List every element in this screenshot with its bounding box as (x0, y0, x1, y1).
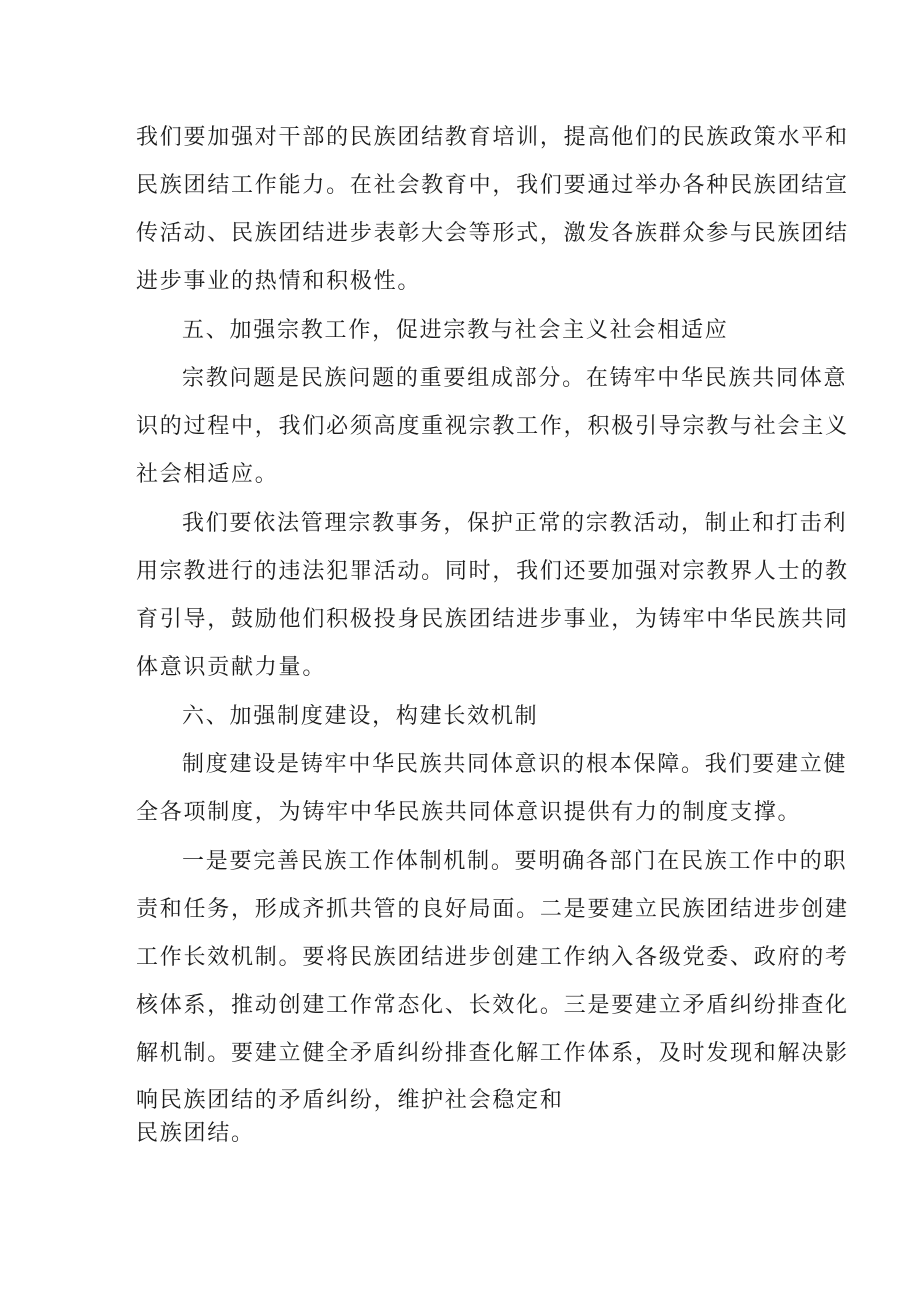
paragraph-line: 识的过程中，我们必须高度重视宗教工作，积极引导宗教与社会主义 (136, 414, 849, 439)
paragraph-line: 全各项制度，为铸牢中华民族共同体意识提供有力的制度支撑。 (136, 800, 802, 825)
paragraph-line: 一是要完善民族工作体制机制。要明确各部门在民族工作中的职 (182, 849, 848, 874)
paragraph-line: 进步事业的热情和积极性。 (136, 269, 422, 294)
paragraph-line: 我们要加强对干部的民族团结教育培训，提高他们的民族政策水平和 (136, 125, 849, 150)
paragraph-line: 体意识贡献力量。 (136, 655, 327, 680)
paragraph-line: 用宗教进行的违法犯罪活动。同时，我们还要加强对宗教界人士的教 (136, 559, 849, 584)
paragraph-line: 核体系，推动创建工作常态化、长效化。三是要建立矛盾纠纷排查化 (136, 993, 849, 1018)
paragraph-line: 社会相适应。 (136, 462, 279, 487)
paragraph-line: 民族团结工作能力。在社会教育中，我们要通过举办各种民族团结宣 (136, 173, 849, 198)
paragraph-line: 民族团结。 (136, 1121, 255, 1146)
paragraph-line: 解机制。要建立健全矛盾纠纷排查化解工作体系，及时发现和解决影 (136, 1041, 849, 1066)
paragraph-line: 育引导，鼓励他们积极投身民族团结进步事业，为铸牢中华民族共同 (136, 607, 849, 632)
section-heading-6: 六、加强制度建设，构建长效机制 (182, 704, 539, 729)
paragraph-line: 责和任务，形成齐抓共管的良好局面。二是要建立民族团结进步创建 (136, 897, 849, 922)
paragraph-line: 制度建设是铸牢中华民族共同体意识的根本保障。我们要建立健 (182, 752, 848, 777)
paragraph-line: 传活动、民族团结进步表彰大会等形式，激发各族群众参与民族团结 (136, 221, 849, 246)
paragraph-line: 宗教问题是民族问题的重要组成部分。在铸牢中华民族共同体意 (182, 366, 848, 391)
paragraph-line: 我们要依法管理宗教事务，保护正常的宗教活动，制止和打击利 (182, 511, 848, 536)
paragraph-line: 工作长效机制。要将民族团结进步创建工作纳入各级党委、政府的考 (136, 945, 849, 970)
paragraph-line: 响民族团结的矛盾纠纷，维护社会稳定和 (136, 1088, 564, 1113)
section-heading-5: 五、加强宗教工作，促进宗教与社会主义社会相适应 (182, 318, 729, 343)
